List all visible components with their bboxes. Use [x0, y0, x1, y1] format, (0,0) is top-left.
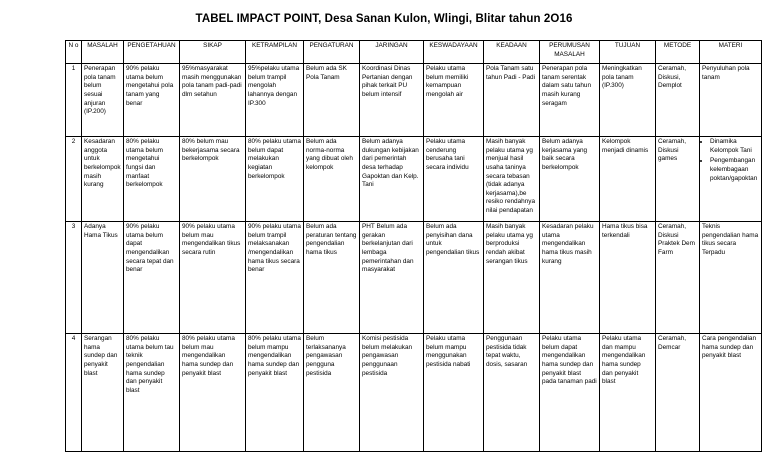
table-row [66, 137, 762, 222]
table-row [66, 334, 762, 452]
cell-materi [700, 137, 762, 222]
header-pengetahuan: PENGETAHUAN [124, 41, 180, 64]
cell-sikap: 80% pelaku utama belum mau mengendalikan hama sundep dan penyakit blast [180, 334, 246, 452]
table-row [66, 222, 762, 334]
page-title: TABEL IMPACT POINT, Desa Sanan Kulon, Wlingi, Blitar tahun 2O16 [195, 13, 573, 25]
cell-perumusan: Pelaku utama belum dapat mengendalikan hama sundep dan penyakit blast pada tanaman padi [540, 334, 600, 452]
cell-no: 1 [66, 64, 82, 137]
cell-keswadayaan: Pelaku utama cenderung berusaha tani secara individu [424, 137, 484, 222]
cell-sikap: 80% belum mau bekerjasama secara berkelompok [180, 137, 246, 222]
cell-metode: Ceramah, Diskusi, Demplot [656, 64, 700, 137]
cell-metode: Ceramah, Diskusi Praktek Dem Farm [656, 222, 700, 334]
header-metode: METODE [656, 41, 700, 64]
cell-no: 3 [66, 222, 82, 334]
cell-sikap: 95%masyarakat masih menggunakan pola tanam padi-padi dlm setahun [180, 64, 246, 137]
cell-perumusan: Penerapan pola tanam serentak dalam satu tahun masih kurang seragam [540, 64, 600, 137]
cell-masalah: Adanya Hama Tikus [82, 222, 124, 334]
cell-sikap: 90% pelaku utama belum mau mengendalikan tikus secara rutin [180, 222, 246, 334]
cell-jaringan: Koordinasi Dinas Pertanian dengan pihak terkait PU belum intensif [360, 64, 424, 137]
header-keswadayaan: KESWADAYAAN [424, 41, 484, 64]
cell-no: 4 [66, 334, 82, 452]
table-row [66, 64, 762, 137]
header-ketrampilan: KETRAMPILAN [246, 41, 304, 64]
cell-masalah: Kesadaran anggota untuk berkelompok masih kurang [82, 137, 124, 222]
cell-keswadayaan: Pelaku utama belum mampu menggunakan pestisida nabati [424, 334, 484, 452]
cell-jaringan: Belum adanya dukungan kebijakan dari pemerintah desa terhadap Gapoktan dan Kelp. Tani [360, 137, 424, 222]
header-row [66, 41, 762, 64]
cell-tujuan: Pelaku utama dan mampu mengendalikan hama sundep dan penyakit blast [600, 334, 656, 452]
cell-pengetahuan: 90% pelaku utama belum mengetahui pola tanam yang benar [124, 64, 180, 137]
cell-materi: Teknis pengendalian hama tikus secara Terpadu [700, 222, 762, 334]
materi-bullet-list [702, 138, 759, 183]
cell-materi: Penyuluhan pola tanam [700, 64, 762, 137]
cell-jaringan: PHT Belum ada gerakan berkelanjutan dari lembaga pemerintahan dan masyarakat [360, 222, 424, 334]
cell-keadaan: Masih banyak pelaku utama yg menjual hasil usaha taninya secara tebasan (tidak adanya kerjasama),be resiko rendahnya nilai pendapatan [484, 137, 540, 222]
cell-pengaturan: Belum ada peraturan tentang pengendalian hama tikus [304, 222, 360, 334]
cell-keswadayaan: Belum ada penyisihan dana untuk pengendalian tikus [424, 222, 484, 334]
cell-keswadayaan: Pelaku utama belum memiliki kemampuan mengolah air [424, 64, 484, 137]
header-sikap: SIKAP [180, 41, 246, 64]
cell-metode: Ceramah, Diskusi games [656, 137, 700, 222]
header-tujuan: TUJUAN [600, 41, 656, 64]
cell-tujuan: Kelompok menjadi dinamis [600, 137, 656, 222]
cell-metode: Ceramah, Demcar [656, 334, 700, 452]
cell-ketrampilan: 80% pelaku utama belum dapat melakukan kegiatan berkelompok [246, 137, 304, 222]
cell-keadaan: Masih banyak pelaku utama yg berproduksi rendah akibat serangan tikus [484, 222, 540, 334]
header-materi: MATERI [700, 41, 762, 64]
cell-tujuan: Hama tikus bisa terkendali [600, 222, 656, 334]
cell-tujuan: Meningkatkan pola tanam (IP.300) [600, 64, 656, 137]
cell-pengaturan: Belum ada norma-norma yang dibuat oleh kelompok [304, 137, 360, 222]
impact-table [65, 40, 762, 452]
cell-no: 2 [66, 137, 82, 222]
cell-keadaan: Pola Tanam satu tahun Padi - Padi [484, 64, 540, 137]
cell-perumusan: Kesadaran pelaku utama mengendalikan hama tikus masih kurang [540, 222, 600, 334]
cell-pengaturan: Belum terlaksananya pengawasan pengguna pestisida [304, 334, 360, 452]
header-pengaturan: PENGATURAN [304, 41, 360, 64]
cell-masalah: Serangan hama sundep dan penyakit blast [82, 334, 124, 452]
list-item: • Pengembangan kelembagaan poktan/gapoktan [710, 157, 759, 183]
cell-ketrampilan: 90% pelaku utama belum trampil melaksanakan /mengendalikan hama tikus secara benar [246, 222, 304, 334]
cell-perumusan: Belum adanya kerjasama yang baik secara berkelompok [540, 137, 600, 222]
cell-ketrampilan: 80% pelaku utama belum mampu mengendalikan hama sundep dan penyakit blast [246, 334, 304, 452]
header-no: N o [66, 41, 82, 64]
cell-materi: Cara pengendalian hama sundep dan penyakit blast [700, 334, 762, 452]
cell-masalah: Penerapan pola tanam belum sesuai anjuran (IP.200) [82, 64, 124, 137]
header-perumusan: PERUMUSAN MASALAH [540, 41, 600, 64]
cell-pengetahuan: 80% pelaku utama belum mengetahui fungsi dan manfaat berkelompok [124, 137, 180, 222]
cell-jaringan: Komisi pestisida belum melakukan pengawasan penggunaan pestisida [360, 334, 424, 452]
header-masalah: MASALAH [82, 41, 124, 64]
header-keadaan: KEADAAN [484, 41, 540, 64]
cell-pengetahuan: 80% pelaku utama belum tau teknik pengendalian hama sundep dan penyakit blast [124, 334, 180, 452]
header-jaringan: JARINGAN [360, 41, 424, 64]
cell-pengetahuan: 90% pelaku utama belum dapat mengendalikan secara tepat dan benar [124, 222, 180, 334]
cell-keadaan: Penggunaan pestisida tidak tepat waktu, dosis, sasaran [484, 334, 540, 452]
cell-ketrampilan: 95%pelaku utama belum trampil mengolah lahannya dengan IP.300 [246, 64, 304, 137]
list-item: • Dinamika Kelompok Tani [710, 138, 759, 155]
cell-pengaturan: Belum ada SK Pola Tanam [304, 64, 360, 137]
